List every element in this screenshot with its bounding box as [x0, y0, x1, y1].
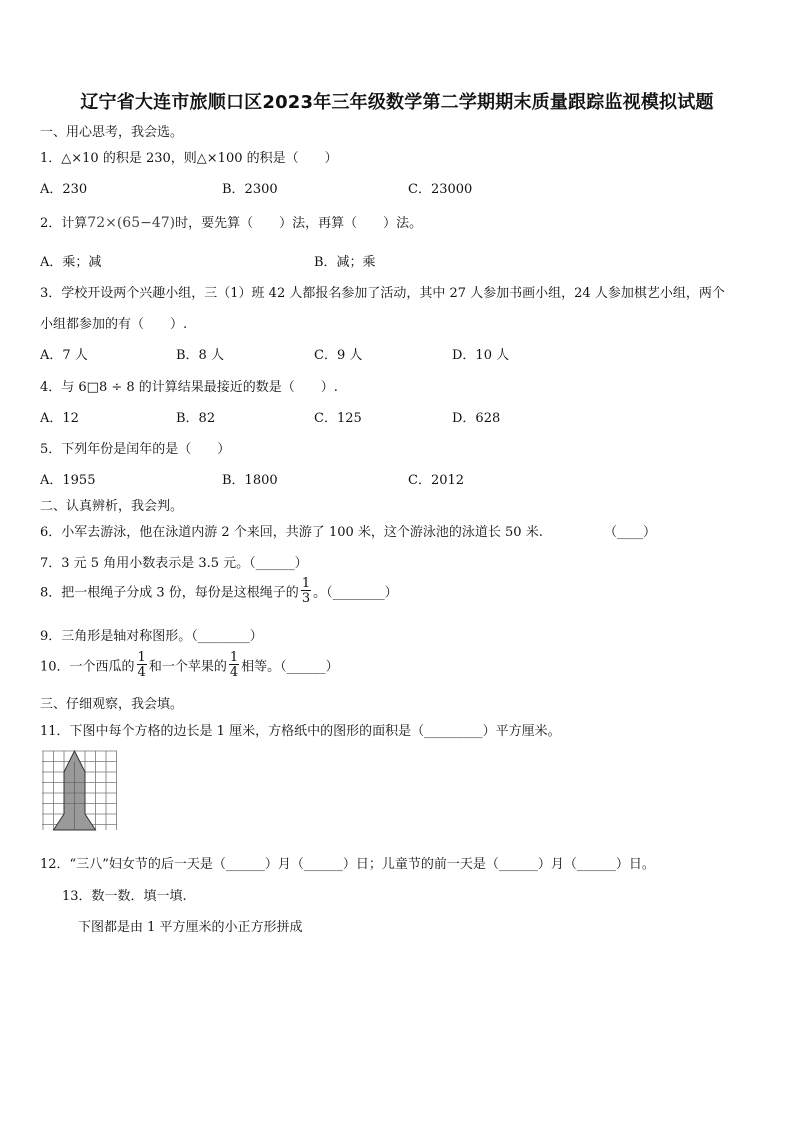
- q5-option-a[interactable]: A．1955: [40, 473, 96, 488]
- q2-suffix: 时，要先算（ ）法，再算（ ）法。: [175, 216, 423, 231]
- q4-option-a[interactable]: A．12: [40, 411, 79, 426]
- q8-prefix: 8．把一根绳子分成 3 份，每份是这根绳子的: [40, 585, 299, 601]
- q10-part-1: 10．一个西瓜的: [40, 659, 135, 675]
- section-2-heading: 二、认真辨析，我会判。: [40, 499, 184, 514]
- q8-fraction-denominator: 3: [301, 591, 311, 606]
- q4-option-d[interactable]: D．628: [452, 411, 501, 426]
- q2-expression: 72×(65−47): [87, 215, 176, 231]
- question-3-line-1: 3．学校开设两个兴趣小组，三（1）班 42 人都报名参加了活动，其中 27 人参加书画小组，24 人参加棋艺小组，两个: [40, 286, 725, 301]
- q3-option-d[interactable]: D．10 人: [452, 348, 510, 363]
- grid-figure: [42, 750, 118, 832]
- q1-option-b[interactable]: B．2300: [222, 182, 278, 197]
- q2-prefix: 2．计算: [40, 216, 88, 231]
- q8-fraction: [301, 577, 311, 605]
- question-11: 11．下图中每个方格的边长是 1 厘米，方格纸中的图形的面积是（_________）平方厘米。: [40, 724, 561, 739]
- q10-fraction-1: [137, 651, 147, 679]
- section-1-heading: 一、用心思考，我会选。: [40, 125, 184, 140]
- q10-part-2: 和一个苹果的: [148, 659, 227, 675]
- q2-option-a[interactable]: A．乘；减: [40, 255, 102, 270]
- question-7: 7．3 元 5 角用小数表示是 3.5 元。（______）: [40, 556, 308, 571]
- question-6: 6．小军去游泳，他在泳道内游 2 个来回，共游了 100 米，这个游泳池的泳道长 50 米.: [40, 525, 543, 540]
- q10-part-3: 相等。（______）: [241, 659, 339, 675]
- q4-option-b[interactable]: B．82: [176, 411, 216, 426]
- q3-option-a[interactable]: A．7 人: [40, 348, 88, 363]
- q10-fraction-2: [229, 651, 239, 679]
- q2-option-b[interactable]: B．减；乘: [314, 255, 376, 270]
- question-10: [40, 651, 339, 679]
- q8-suffix: 。（________）: [313, 585, 398, 601]
- question-4: 4．与 6□8 ÷ 8 的计算结果最接近的数是（ ）.: [40, 380, 338, 395]
- section-3-heading: 三、仔细观察，我会填。: [40, 697, 184, 712]
- q8-fraction-numerator: 1: [301, 576, 311, 591]
- question-12: 12．“三八”妇女节的后一天是（______）月（______）日；儿童节的前一天是（______）月（______）日。: [40, 857, 655, 872]
- q1-option-a[interactable]: A．230: [40, 182, 88, 197]
- q3-option-c[interactable]: C．9 人: [314, 348, 363, 363]
- question-2: [40, 212, 422, 231]
- q4-option-c[interactable]: C．125: [314, 411, 362, 426]
- question-8: [40, 577, 398, 605]
- q10-fraction-2-denominator: 4: [229, 665, 239, 680]
- question-3-line-2: 小组都参加的有（ ）.: [40, 317, 188, 332]
- q5-option-c[interactable]: C．2012: [408, 473, 465, 488]
- q6-answer-blank[interactable]: （____）: [604, 525, 657, 540]
- q10-fraction-1-numerator: 1: [137, 650, 146, 665]
- question-5: 5．下列年份是闰年的是（ ）: [40, 442, 231, 457]
- question-13-subtext: 下图都是由 1 平方厘米的小正方形拼成: [78, 920, 303, 935]
- q5-option-b[interactable]: B．1800: [222, 473, 278, 488]
- question-13: 13．数一数．填一填.: [62, 889, 187, 904]
- q1-option-c[interactable]: C．23000: [408, 182, 473, 197]
- q10-fraction-1-denominator: 4: [137, 665, 146, 680]
- q10-fraction-2-numerator: 1: [229, 650, 239, 665]
- question-1: 1．△×10 的积是 230，则△×100 的积是（ ）: [40, 151, 338, 166]
- question-9: 9．三角形是轴对称图形。（________）: [40, 629, 263, 644]
- page-title: 辽宁省大连市旅顺口区2023年三年级数学第二学期期末质量跟踪监视模拟试题: [80, 92, 714, 113]
- q3-option-b[interactable]: B．8 人: [176, 348, 224, 363]
